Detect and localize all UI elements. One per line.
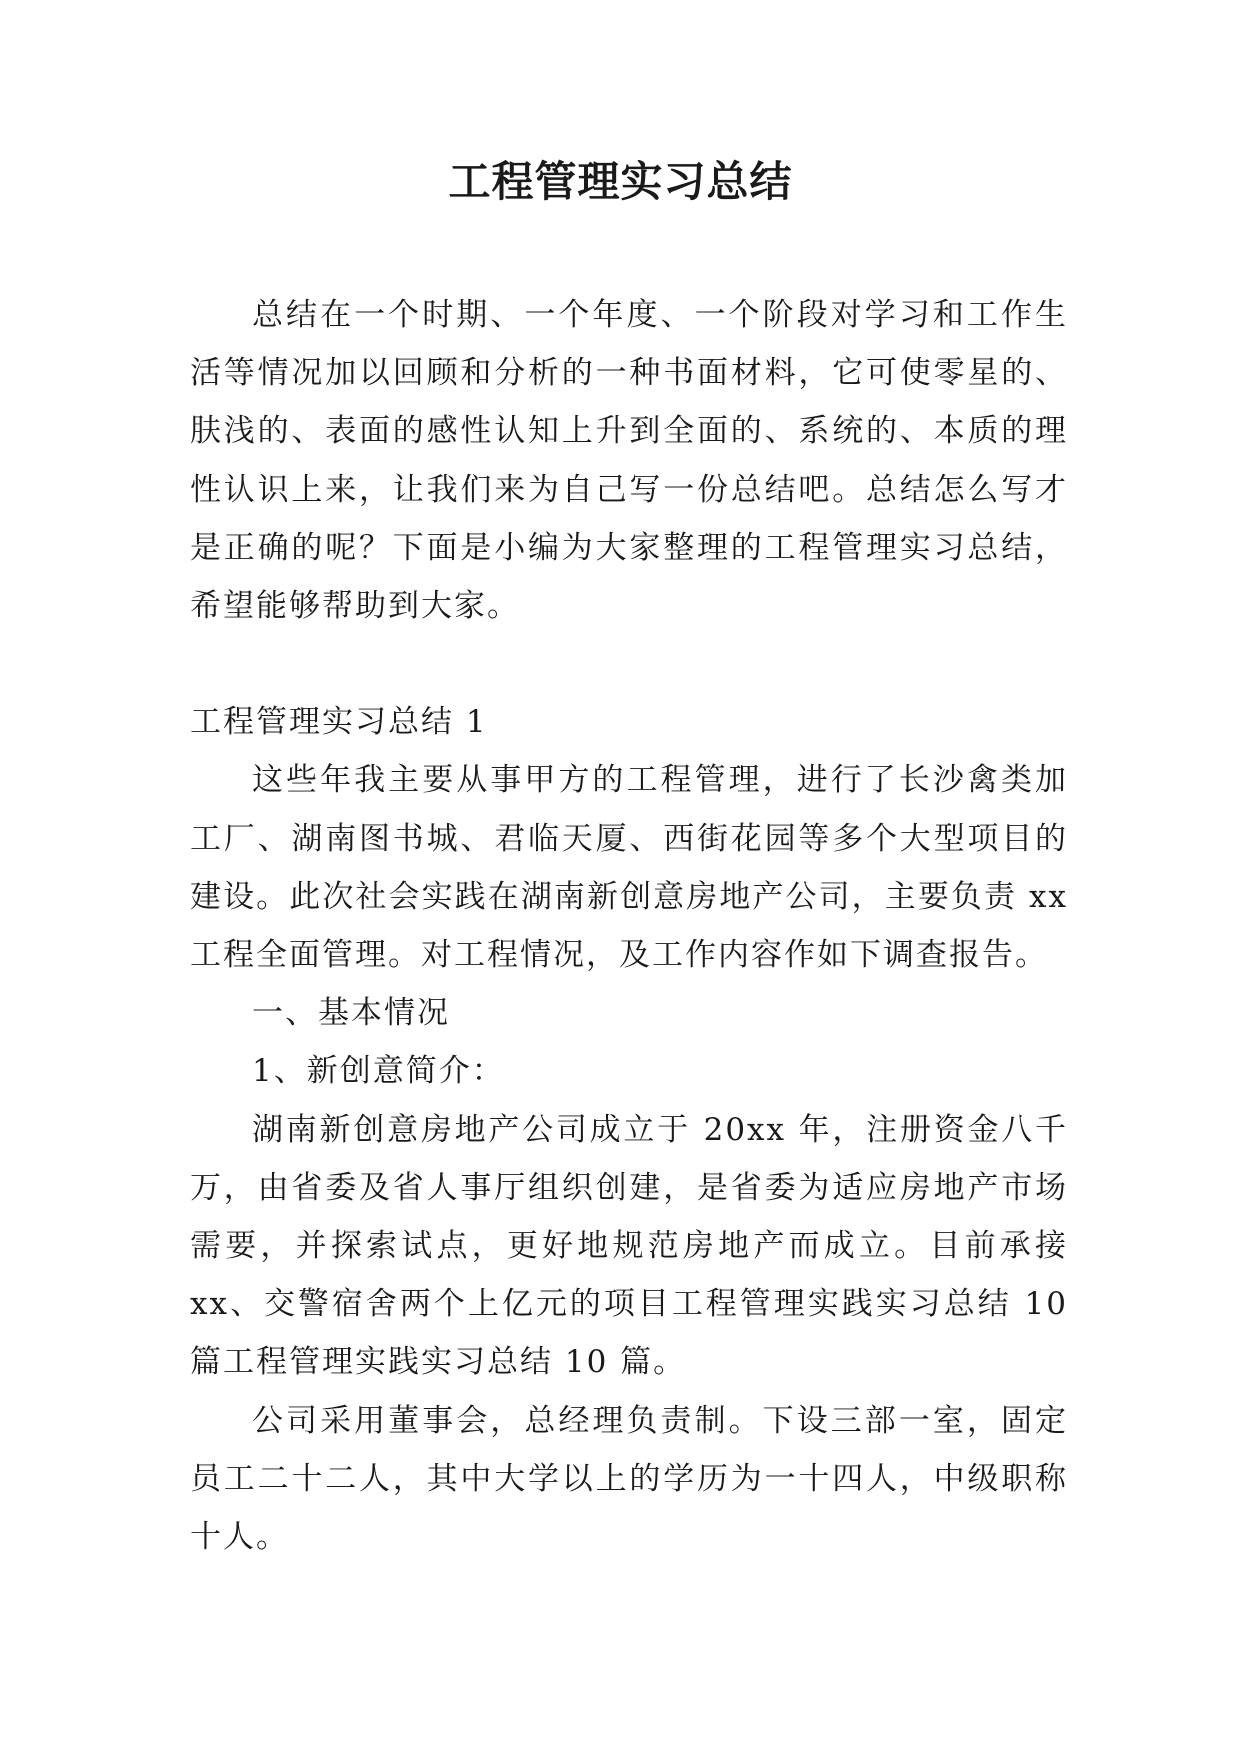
document-title: 工程管理实习总结 bbox=[448, 157, 793, 206]
subheading-company-intro: 1、新创意简介： bbox=[252, 1053, 505, 1090]
subheading-basic-situation: 一、基本情况 bbox=[252, 995, 450, 1032]
paragraph-spacer bbox=[190, 635, 1068, 693]
body-paragraph: 湖南新创意房地产公司成立于 20xx 年，注册资金八千万，由省委及省人事厅组织创建，是省委为适应房地产市场需要，并探索试点，更好地规范房地产而成立。目前承接 xx、交警宿舍两个上亿元的项目工程管理实践实习总结 10 篇工程管理实践实习总结 10 篇。 bbox=[190, 1111, 1068, 1381]
section-heading: 工程管理实习总结 1 bbox=[190, 704, 488, 741]
intro-paragraph: 总结在一个时期、一个年度、一个阶段对学习和工作生活等情况加以回顾和分析的一种书面材料，它可使零星的、肤浅的、表面的感性认知上升到全面的、系统的、本质的理性认识上来，让我们来为自己写一份总结吧。总结怎么写才是正确的呢？下面是小编为大家整理的工程管理实习总结，希望能够帮助到大家。 bbox=[190, 297, 1068, 625]
body-paragraph: 这些年我主要从事甲方的工程管理，进行了长沙禽类加工厂、湖南图书城、君临天厦、西街花园等多个大型项目的建设。此次社会实践在湖南新创意房地产公司，主要负责 xx 工程全面管理。对工程情况，及工作内容作如下调查报告。 bbox=[190, 762, 1068, 974]
document-body bbox=[190, 286, 1068, 1566]
body-paragraph: 公司采用董事会，总经理负责制。下设三部一室，固定员工二十二人，其中大学以上的学历为一十四人，中级职称十人。 bbox=[190, 1402, 1068, 1556]
